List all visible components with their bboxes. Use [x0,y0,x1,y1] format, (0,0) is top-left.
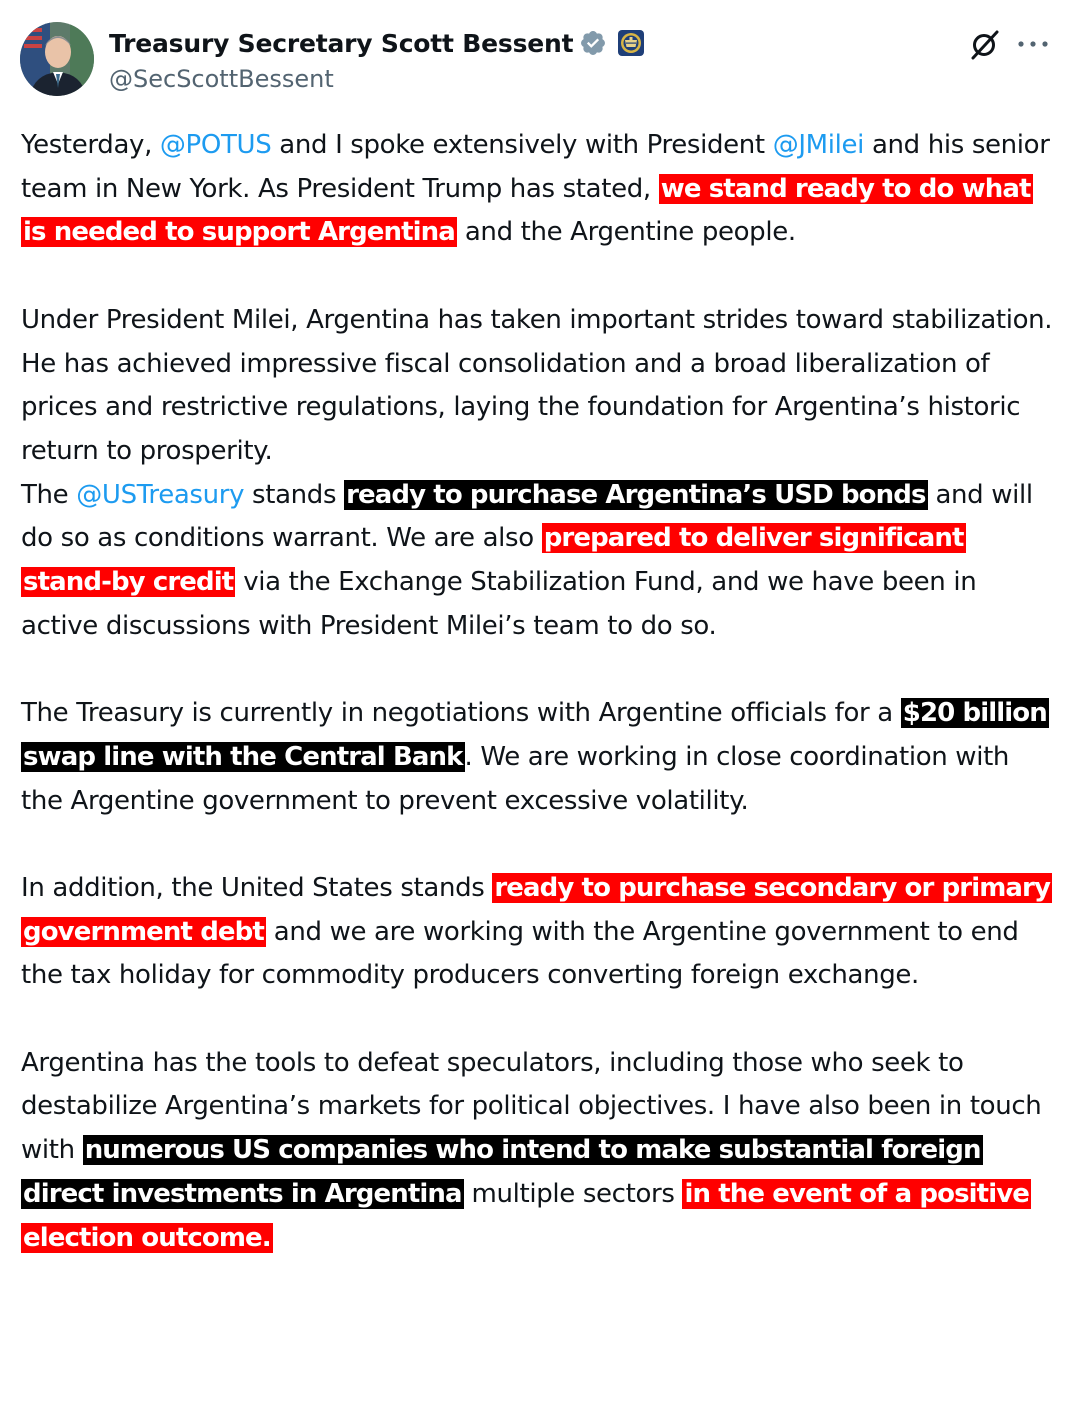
red-highlight-text: ready to purchase secondary or primary government debt [23,872,1051,947]
tweet-paragraph-4 [21,867,1056,998]
display-name[interactable]: Treasury Secretary Scott Bessent [109,28,574,58]
text-segment: and his senior team in New York. As President Trump has stated, [21,130,1050,204]
text-segment: Under President Milei, Argentina has taken important strides toward stabilization. He has achieved impressive fiscal consolidation and a broad liberalization of prices and restrictive regulations, laying the foundation for Argentina’s historic return to prosperity. [21,304,1053,466]
tweet-paragraph-2 [21,299,1056,649]
text-segment: The [21,479,77,510]
verified-badge-icon[interactable] [579,29,607,57]
red-highlight-text: prepared to deliver significant stand-by credit [23,523,964,598]
avatar[interactable] [20,22,94,96]
name-row [109,28,645,58]
text-segment: and we are working with the Argentine government to end the tax holiday for commodity producers converting foreign exchange. [21,916,1019,991]
red-highlight-text: in the event of a positive election outcome. [23,1178,1029,1253]
more-dots-icon[interactable] [1016,32,1050,56]
text-segment: . We are working in close coordination with the Argentine government to prevent excessive volatility. [21,741,1010,816]
person-portrait-avatar-icon [20,22,94,96]
black-highlight-text: ready to purchase Argentina’s USD bonds [346,479,926,510]
mention-link-ustreasury[interactable]: @USTreasury [76,479,245,510]
user-handle[interactable]: @SecScottBessent [109,65,334,93]
text-segment: stands [244,479,345,510]
tweet-paragraph-5 [21,1042,1056,1261]
treasury-seal-icon[interactable] [617,29,645,57]
text-segment: The Treasury is currently in negotiations with Argentine officials for a [21,698,901,729]
tweet-paragraph-3 [21,692,1056,823]
text-segment: In addition, the United States stands [21,872,493,903]
text-segment: Yesterday, [21,130,160,160]
tweet-text [21,124,1056,1260]
tweet-paragraph-1 [21,124,1056,255]
text-segment: and the Argentine people. [456,217,796,248]
text-segment: via the Exchange Stabilization Fund, and we have been in active discussions with President Milei’s team to do so. [21,567,977,641]
grok-slash-icon[interactable] [968,27,1002,61]
text-segment: and will do so as conditions warrant. We are also [21,479,1033,554]
tweet-header [20,22,1050,98]
text-segment: multiple sectors [463,1178,683,1209]
black-highlight-text: $20 billion swap line with the Central Bank [23,698,1047,772]
black-highlight-text: numerous US companies who intend to make substantial foreign direct investments in Argentina [23,1135,981,1209]
mention-link-potus[interactable]: @POTUS [159,130,272,160]
red-highlight-text: we stand ready to do what is needed to support Argentina [23,173,1031,248]
text-segment: Argentina has the tools to defeat speculators, including those who seek to destabilize Argentina’s markets for political objectives. I have also been in touch with [21,1047,1042,1166]
text-segment: and I spoke extensively with President [271,130,773,160]
mention-link-jmilei[interactable]: @JMilei [772,130,865,160]
